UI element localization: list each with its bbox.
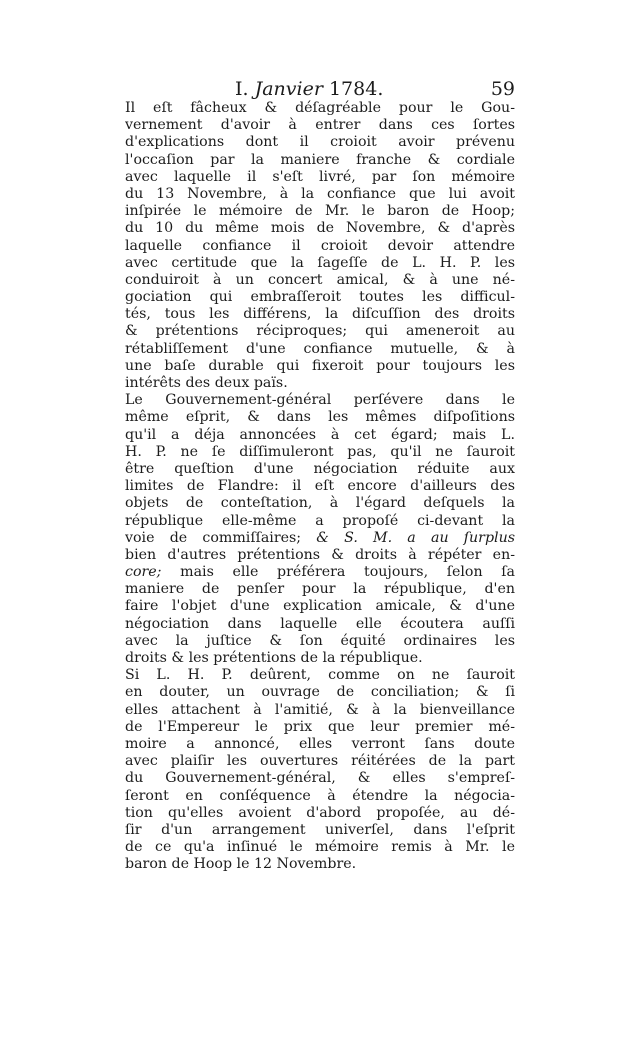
text-line: du Gouvernement-général, & elles s'empreſ- [125, 770, 515, 787]
text-line: droits & les prétentions de la république. [125, 650, 423, 666]
text-line: de l'Empereur le prix que leur premier mé- [125, 718, 515, 735]
text-line: d'explications dont il croioit avoir prévenu [125, 134, 515, 151]
paragraph-3 [125, 667, 515, 873]
text-line: république elle-même a propoſé ci-devant la [125, 512, 515, 529]
paragraph-1 [125, 100, 515, 392]
text-line-mixed: core; mais elle préférera toujours, ſelon ſa [125, 564, 515, 581]
text-line: avec plaiſir les ouvertures réitérées de la part [125, 753, 515, 770]
running-title: I. Janvier 1784. [235, 78, 384, 100]
text-line: moire a annoncé, elles verront ſans doute [125, 735, 515, 752]
text-line: du 10 du même mois de Novembre, & d'après [125, 220, 515, 237]
text-line: tés, tous les différens, la diſcuſſion des droits [125, 306, 515, 323]
text-line: inſpirée le mémoire de Mr. le baron de Hoop; [125, 203, 515, 220]
page-header [125, 78, 515, 100]
text-line: ſeront en conſéquence à étendre la négocia- [125, 787, 515, 804]
text-line: une baſe durable qui fixeroit pour toujours les [125, 357, 515, 374]
text-line: objets de conteſtation, à l'égard deſquels la [125, 495, 515, 512]
text-line: de ce qu'a inſinué le mémoire remis à Mr. le [125, 839, 515, 856]
text-line: baron de Hoop le 12 Novembre. [125, 856, 357, 873]
text-line-mixed: voie de commiſſaires; & S. M. a au ſurplus [125, 529, 515, 546]
text-line: avec laquelle il s'eſt livré, par ſon mémoire [125, 168, 515, 185]
text-line: Le Gouvernement-général perſévere dans le [125, 392, 515, 409]
text-line: Il eſt fâcheux & déſagréable pour le Gou- [125, 100, 515, 116]
text-line: elles attachent à l'amitié, & à la bienveillance [125, 701, 515, 718]
text-line: conduiroit à un concert amical, & à une né- [125, 271, 515, 288]
text-line: vernement d'avoir à entrer dans ces ſortes [125, 117, 515, 134]
text-line: l'occaſion par la maniere franche & cordiale [125, 151, 515, 168]
text-line: maniere de penſer pour la république, d'en [125, 581, 515, 598]
text-line: H. P. ne ſe diſſimuleront pas, qu'il ne ſauroit [125, 443, 515, 460]
text-line: faire l'objet d'une explication amicale, & d'une [125, 598, 515, 615]
text-block [125, 78, 515, 873]
text-line: intérêts des deux païs. [125, 375, 288, 391]
text-line: tion qu'elles avoient d'abord propoſée, au dé- [125, 804, 515, 821]
text-line: négociation dans laquelle elle écoutera auſſi [125, 615, 515, 632]
text-line: en douter, un ouvrage de conciliation; & ſi [125, 684, 515, 701]
page-number: 59 [490, 78, 515, 100]
text-line: limites de Flandre: il eſt encore d'ailleurs des [125, 478, 515, 495]
text-line: & prétentions réciproques; qui ameneroit au [125, 323, 515, 340]
text-line: gociation qui embraſſeroit toutes les difficul- [125, 289, 515, 306]
text-line: rétabliſſement d'une confiance mutuelle, & à [125, 340, 515, 357]
text-line: être queſtion d'une négociation réduite aux [125, 460, 515, 477]
text-line: bien d'autres prétentions & droits à répéter en- [125, 546, 515, 563]
text-line: avec certitude que la ſageſſe de L. H. P. les [125, 254, 515, 271]
text-line: laquelle confiance il croioit devoir attendre [125, 237, 515, 254]
text-line: qu'il a déja annoncées à cet égard; mais L. [125, 426, 515, 443]
text-line: ſir d'un arrangement univerſel, dans l'eſprit [125, 821, 515, 838]
text-line: du 13 Novembre, à la confiance que lui avoit [125, 185, 515, 202]
text-line: avec la juſtice & ſon équité ordinaires les [125, 632, 515, 649]
text-line: Si L. H. P. deûrent, comme on ne ſauroit [125, 667, 515, 684]
text-line: même eſprit, & dans les mêmes diſpoſitions [125, 409, 515, 426]
running-title-month: Janvier [254, 78, 323, 100]
paragraph-2 [125, 392, 515, 667]
